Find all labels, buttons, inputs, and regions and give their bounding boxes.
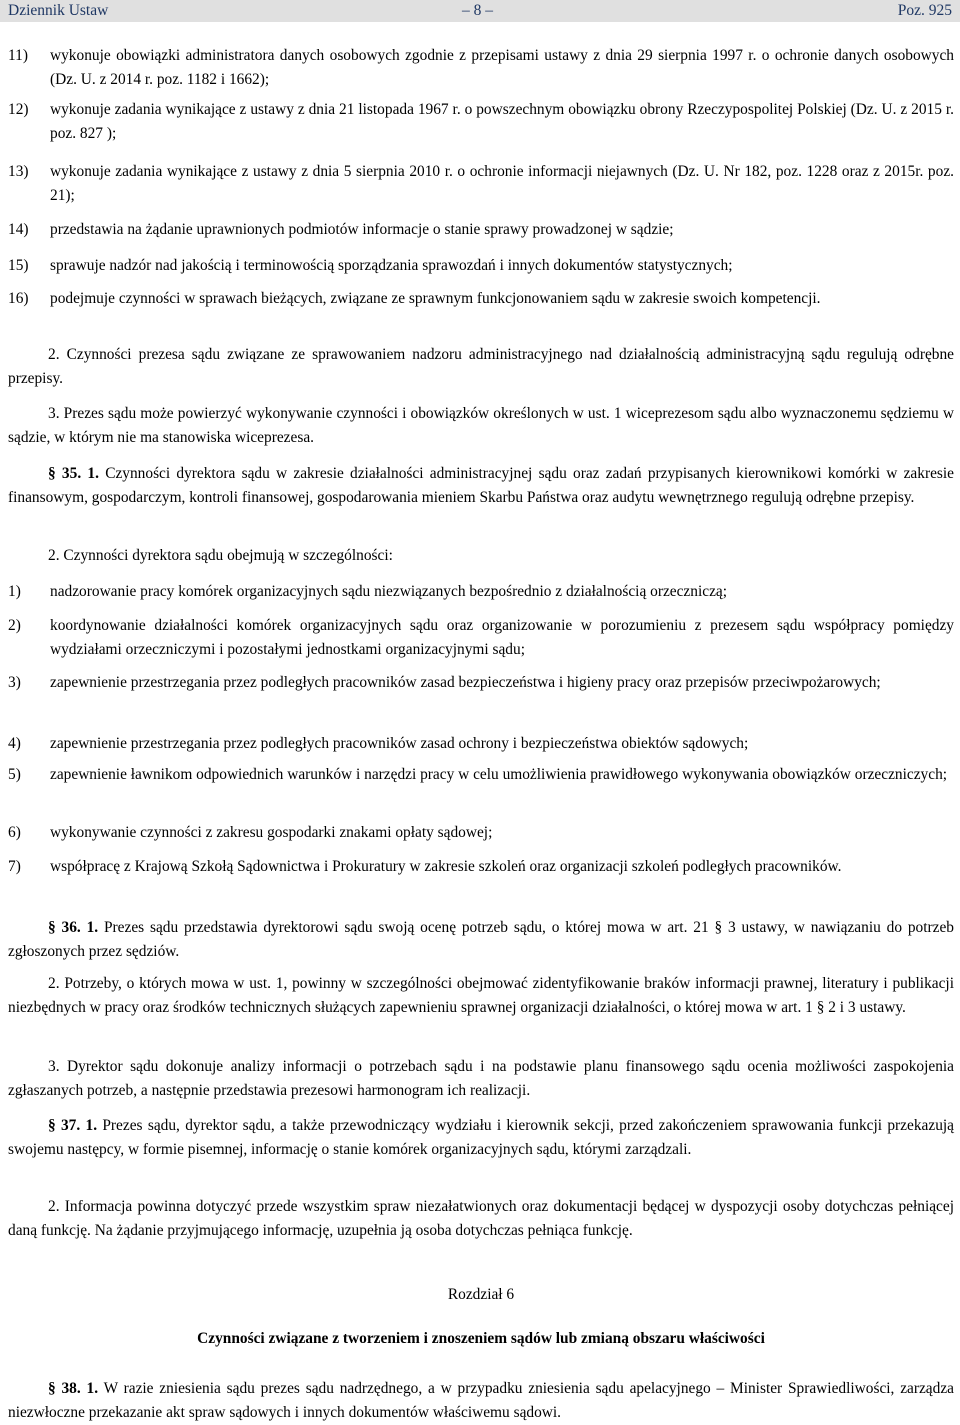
chapter-number: Rozdział 6 <box>447 1286 515 1303</box>
section-label: § 38. 1. <box>48 1380 99 1397</box>
section-text: Czynności dyrektora sądu w zakresie działalności administracyjnej sądu oraz zadań przypisanych kierownikowi komórki w zakresie finansowym, gospodarczym, kontroli finansowej, gospodarowania mieniem Skarbu Państwa oraz audytu wewnętrznego regulują odrębne przepisy. <box>8 465 954 506</box>
list-item <box>8 671 954 695</box>
section-label: § 37. 1. <box>48 1117 98 1134</box>
list-item <box>8 160 954 207</box>
item-text: zapewnienie przestrzegania przez podległych pracowników zasad ochrony i bezpieczeństwa obiektów sądowych; <box>50 735 749 752</box>
item-text: wykonuje zadania wynikające z ustawy z dnia 21 listopada 1967 r. o powszechnym obowiązku obrony Rzeczypospolitej Polskiej (Dz. U. z 2015 r. poz. 827 ); <box>50 101 954 142</box>
section-36 <box>8 916 954 963</box>
position-number: Poz. 925 <box>897 2 952 19</box>
paragraph: 2. Potrzeby, o których mowa w ust. 1, powinny w szczególności obejmować zidentyfikowanie braków informacji prawnej, literatury i publikacji niezbędnych w pracy oraz środków technicznych służących zapewnieniu sprawnej organizacji działalności, o której mowa w art. 1 § 2 i 3 ustawy. <box>8 975 954 1016</box>
section-37 <box>8 1114 954 1161</box>
paragraph: 2. Czynności dyrektora sądu obejmują w szczególności: <box>48 547 393 564</box>
list-item <box>8 287 954 311</box>
item-number: 13) <box>8 163 29 180</box>
section-38 <box>8 1377 954 1424</box>
list-item <box>8 44 954 91</box>
item-text: wykonywanie czynności z zakresu gospodarki znakami opłaty sądowej; <box>50 824 493 841</box>
item-number: 1) <box>8 583 21 600</box>
item-text: koordynowanie działalności komórek organizacyjnych sądu oraz organizowanie w porozumieniu z prezesem sądu współpracy pomiędzy wydziałami orzeczniczymi i pozostałymi jednostkami organizacyjnymi sądu; <box>50 617 954 658</box>
section-label: § 35. 1. <box>48 465 99 482</box>
chapter-title: Czynności związane z tworzeniem i znoszeniem sądów lub zmianą obszaru właściwości <box>197 1330 765 1347</box>
paragraph: 2. Czynności prezesa sądu związane ze sprawowaniem nadzoru administracyjnego nad działalnością administracyjną sądu regulują odrębne przepisy. <box>8 346 954 387</box>
list-item <box>8 614 954 661</box>
list-item <box>8 763 954 787</box>
list-item <box>8 821 954 845</box>
item-text: wykonuje zadania wynikające z ustawy z dnia 5 sierpnia 2010 r. o ochronie informacji niejawnych (Dz. U. Nr 182, poz. 1228 oraz z 2015r. poz. 21); <box>50 163 954 204</box>
item-text: wykonuje obowiązki administratora danych osobowych zgodnie z przepisami ustawy z dnia 29 sierpnia 1997 r. o ochronie danych osobowych (Dz. U. z 2014 r. poz. 1182 i 1662); <box>50 47 954 88</box>
section-text: Prezes sądu przedstawia dyrektorowi sądu swoją ocenę potrzeb sądu, o której mowa w art. 21 § 3 ustawy, w nawiązaniu do potrzeb zgłoszonych przez sędziów. <box>8 919 954 960</box>
section-label: § 36. 1. <box>48 919 99 936</box>
paragraph: 3. Dyrektor sądu dokonuje analizy informacji o potrzebach sądu i na podstawie planu finansowego sądu ocenia możliwości zaspokojenia zgłaszanych potrzeb, a następnie przedstawia prezesowi harmonogram ich realizacji. <box>8 1058 954 1099</box>
item-number: 2) <box>8 617 21 634</box>
item-number: 4) <box>8 735 21 752</box>
item-number: 14) <box>8 221 29 238</box>
item-number: 12) <box>8 101 29 118</box>
section-text: Prezes sądu, dyrektor sądu, a także przewodniczący wydziału i kierownik sekcji, przed zakończeniem sprawowania funkcji przekazują swojemu następcy, w formie pisemnej, informację o stanie komórek organizacyjnych sądu, którymi zarządzali. <box>8 1117 954 1158</box>
item-text: sprawuje nadzór nad jakością i terminowością sporządzania sprawozdań i innych dokumentów statystycznych; <box>50 257 733 274</box>
page-header <box>0 0 960 22</box>
item-number: 3) <box>8 674 21 691</box>
item-text: zapewnienie ławnikom odpowiednich warunków i narzędzi pracy w celu umożliwienia prawidłowego wykonywania obowiązków orzeczniczych; <box>50 766 948 783</box>
list-item <box>8 855 954 879</box>
page-number: – 8 – <box>462 2 493 19</box>
list-item <box>8 732 954 756</box>
section-text: W razie zniesienia sądu prezes sądu nadrzędnego, a w przypadku zniesienia sądu apelacyjnego – Minister Sprawiedliwości, zarządza niezwłoczne przekazanie akt spraw sądowych i innych dokumentów właściwemu sądowi. <box>8 1380 954 1421</box>
list-item <box>8 98 954 145</box>
item-text: przedstawia na żądanie uprawnionych podmiotów informacje o stanie sprawy prowadzonej w sądzie; <box>50 221 674 238</box>
list-item <box>8 218 954 242</box>
item-number: 11) <box>8 47 28 64</box>
list-item <box>8 254 954 278</box>
item-text: podejmuje czynności w sprawach bieżących, związane ze sprawnym funkcjonowaniem sądu w zakresie swoich kompetencji. <box>50 290 821 307</box>
list-item <box>8 580 954 604</box>
item-number: 5) <box>8 766 21 783</box>
section-35 <box>8 462 954 509</box>
item-text: współpracę z Krajową Szkołą Sądownictwa i Prokuratury w zakresie szkoleń oraz organizacji szkoleń podległych pracowników. <box>50 858 842 875</box>
item-number: 16) <box>8 290 29 307</box>
item-text: nadzorowanie pracy komórek organizacyjnych sądu niezwiązanych bezpośrednio z działalnością orzeczniczą; <box>50 583 728 600</box>
paragraph: 3. Prezes sądu może powierzyć wykonywanie czynności i obowiązków określonych w ust. 1 wiceprezesom sądu albo wyznaczonemu sędziemu w sądzie, w którym nie ma stanowiska wiceprezesa. <box>8 405 954 446</box>
paragraph: 2. Informacja powinna dotyczyć przede wszystkim spraw niezałatwionych oraz dokumentacji będącej w dyspozycji osoby dotychczas pełniącej daną funkcję. Na żądanie przyjmującego informację, uzupełnia ją osoba dotychczas pełniąca funkcję. <box>8 1198 954 1239</box>
item-text: zapewnienie przestrzegania przez podległych pracowników zasad bezpieczeństwa i higieny pracy oraz przepisów przeciwpożarowych; <box>50 674 881 691</box>
item-number: 15) <box>8 257 29 274</box>
item-number: 6) <box>8 824 21 841</box>
item-number: 7) <box>8 858 21 875</box>
journal-title: Dziennik Ustaw <box>8 2 109 19</box>
